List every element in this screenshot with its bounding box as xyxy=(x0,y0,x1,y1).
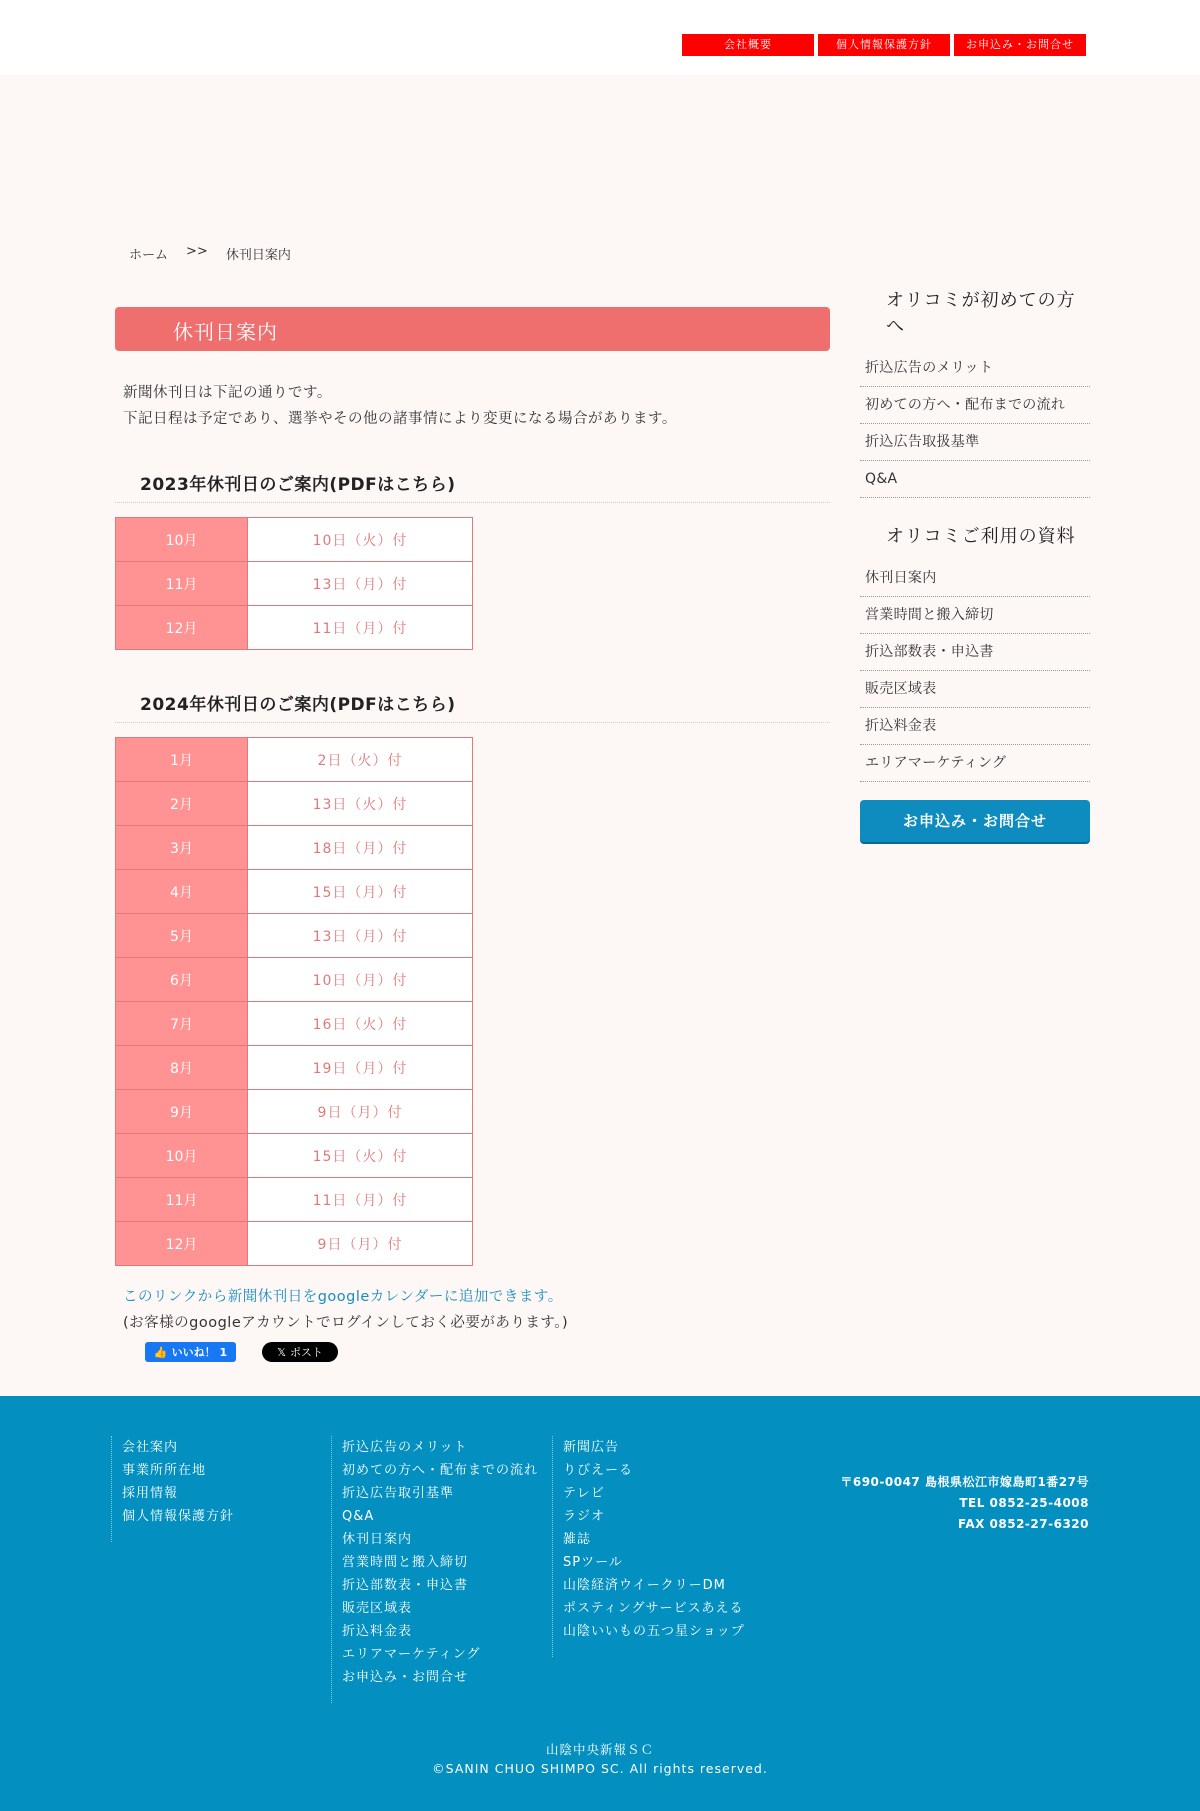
holiday-table-2024 xyxy=(115,737,473,1266)
section-2023-heading[interactable]: 2023年休刊日のご案内(PDFはこちら) xyxy=(115,470,830,503)
month-cell: 3月 xyxy=(116,826,248,870)
footer-column-company xyxy=(111,1436,234,1542)
table-row xyxy=(116,826,473,870)
month-cell: 11月 xyxy=(116,562,248,606)
sidebar-link[interactable]: 折込料金表 xyxy=(860,708,1090,745)
table-row xyxy=(116,1134,473,1178)
footer-link[interactable]: 会社案内 xyxy=(122,1440,179,1455)
footer-link[interactable]: 初めての方へ・配布までの流れ xyxy=(342,1463,539,1478)
footer-column-orikomi xyxy=(331,1436,538,1703)
holiday-date-cell: 10日（火）付 xyxy=(248,518,473,562)
footer-link[interactable]: 折込部数表・申込書 xyxy=(342,1578,469,1593)
holiday-date-cell: 13日（月）付 xyxy=(248,562,473,606)
like-label: いいね！ 1 xyxy=(171,1346,228,1359)
breadcrumb-current: 休刊日案内 xyxy=(225,248,291,263)
footer-link[interactable]: 事業所所在地 xyxy=(122,1463,207,1478)
address-line: 〒690-0047 島根県松江市嫁島町1番27号 xyxy=(840,1475,1089,1489)
holiday-table-2023 xyxy=(115,517,473,650)
breadcrumb-home[interactable]: ホーム xyxy=(129,248,169,263)
sidebar-link[interactable]: 初めての方へ・配布までの流れ xyxy=(860,387,1090,424)
table-row xyxy=(116,870,473,914)
header-bar xyxy=(0,0,1200,75)
sidebar xyxy=(860,286,1090,842)
footer-link[interactable]: 採用情報 xyxy=(122,1486,179,1501)
table-row xyxy=(116,1046,473,1090)
footer-link[interactable]: SPツール xyxy=(563,1555,623,1570)
table-row xyxy=(116,738,473,782)
table-row xyxy=(116,1222,473,1266)
footer-link[interactable]: テレビ xyxy=(563,1486,605,1501)
footer-link[interactable]: 営業時間と搬入締切 xyxy=(342,1555,469,1570)
table-row xyxy=(116,606,473,650)
sidebar-link[interactable]: 営業時間と搬入締切 xyxy=(860,597,1090,634)
holiday-date-cell: 16日（火）付 xyxy=(248,1002,473,1046)
month-cell: 7月 xyxy=(116,1002,248,1046)
social-buttons xyxy=(145,1342,338,1362)
page-title: 休刊日案内 xyxy=(115,307,830,351)
month-cell: 9月 xyxy=(116,1090,248,1134)
holiday-date-cell: 19日（月）付 xyxy=(248,1046,473,1090)
footer-address xyxy=(840,1472,1089,1535)
tel-line: TEL 0852-25-4008 xyxy=(959,1496,1089,1510)
intro-line-2: 下記日程は予定であり、選挙やその他の諸事情により変更になる場合があります。 xyxy=(123,411,677,427)
sidebar-link[interactable]: エリアマーケティング xyxy=(860,745,1090,782)
footer-link[interactable]: 折込広告のメリット xyxy=(342,1440,468,1455)
sidebar-link[interactable]: 折込部数表・申込書 xyxy=(860,634,1090,671)
month-cell: 6月 xyxy=(116,958,248,1002)
holiday-date-cell: 18日（月）付 xyxy=(248,826,473,870)
sidebar-contact-button[interactable]: お申込み・お問合せ xyxy=(860,800,1090,842)
month-cell: 12月 xyxy=(116,1222,248,1266)
footer-link[interactable]: 山陰経済ウイークリーDM xyxy=(563,1578,726,1593)
holiday-date-cell: 9日（月）付 xyxy=(248,1222,473,1266)
month-cell: 8月 xyxy=(116,1046,248,1090)
month-cell: 1月 xyxy=(116,738,248,782)
footer-link[interactable]: 雑誌 xyxy=(563,1532,592,1547)
sidebar-heading-materials: オリコミご利用の資料 xyxy=(886,526,1076,547)
intro-text xyxy=(115,380,830,432)
footer-link[interactable]: 新聞広告 xyxy=(563,1440,620,1455)
copyright-text: ©SANIN CHUO SHIMPO SC. All rights reserved. xyxy=(432,1761,768,1776)
section-2024-heading[interactable]: 2024年休刊日のご案内(PDFはこちら) xyxy=(115,690,830,723)
holiday-date-cell: 9日（月）付 xyxy=(248,1090,473,1134)
table-row xyxy=(116,1178,473,1222)
nav-company-overview[interactable]: 会社概要 xyxy=(682,34,814,56)
footer-link[interactable]: 折込広告取引基準 xyxy=(342,1486,455,1501)
footer-link[interactable]: お申込み・お問合せ xyxy=(342,1670,469,1685)
table-row xyxy=(116,1002,473,1046)
table-row xyxy=(116,1090,473,1134)
table-row xyxy=(116,958,473,1002)
month-cell: 10月 xyxy=(116,1134,248,1178)
sidebar-link[interactable]: Q&A xyxy=(860,461,1090,498)
footer-link[interactable]: 休刊日案内 xyxy=(342,1532,413,1547)
holiday-date-cell: 13日（火）付 xyxy=(248,782,473,826)
month-cell: 10月 xyxy=(116,518,248,562)
footer-link[interactable]: ラジオ xyxy=(563,1509,606,1524)
fax-line: FAX 0852-27-6320 xyxy=(958,1517,1089,1531)
holiday-date-cell: 11日（月）付 xyxy=(248,606,473,650)
footer-link[interactable]: Q&A xyxy=(342,1509,375,1524)
holiday-date-cell: 2日（火）付 xyxy=(248,738,473,782)
sidebar-link[interactable]: 折込広告のメリット xyxy=(860,350,1090,387)
holiday-date-cell: 11日（月）付 xyxy=(248,1178,473,1222)
thumbs-up-icon: 👍 xyxy=(153,1345,168,1359)
sidebar-heading-beginners: オリコミが初めての方へ xyxy=(886,290,1076,337)
holiday-date-cell: 15日（月）付 xyxy=(248,870,473,914)
footer xyxy=(0,1396,1200,1811)
table-row xyxy=(116,562,473,606)
month-cell: 11月 xyxy=(116,1178,248,1222)
breadcrumb-separator: >> xyxy=(186,244,208,259)
footer-link[interactable]: 山陰いいもの五つ星ショップ xyxy=(563,1624,745,1639)
company-name: 山陰中央新報ＳＣ xyxy=(545,1742,654,1757)
sidebar-link[interactable]: 折込広告取扱基準 xyxy=(860,424,1090,461)
month-cell: 12月 xyxy=(116,606,248,650)
x-logo-icon: 𝕏 xyxy=(277,1345,286,1359)
footer-link[interactable]: ポスティングサービスあえる xyxy=(563,1601,744,1616)
x-post-button[interactable] xyxy=(262,1342,338,1362)
footer-link[interactable]: エリアマーケティング xyxy=(342,1647,481,1662)
main-content xyxy=(115,307,830,1336)
sidebar-link[interactable]: 休刊日案内 xyxy=(860,560,1090,597)
table-row xyxy=(116,518,473,562)
nav-contact[interactable]: お申込み・お問合せ xyxy=(954,34,1086,56)
table-row xyxy=(116,782,473,826)
google-calendar-note: (お客様のgoogleアカウントでログインしておく必要があります。) xyxy=(123,1315,569,1331)
post-label: ポスト xyxy=(289,1346,323,1359)
footer-link[interactable]: 折込料金表 xyxy=(342,1624,413,1639)
top-nav xyxy=(682,34,1086,56)
breadcrumb xyxy=(129,244,291,263)
month-cell: 2月 xyxy=(116,782,248,826)
holiday-date-cell: 10日（月）付 xyxy=(248,958,473,1002)
intro-line-1: 新聞休刊日は下記の通りです。 xyxy=(123,385,332,401)
table-row xyxy=(116,914,473,958)
month-cell: 4月 xyxy=(116,870,248,914)
facebook-like-button[interactable] xyxy=(145,1342,236,1362)
footer-link[interactable]: 販売区域表 xyxy=(342,1601,413,1616)
footer-column-media xyxy=(552,1436,745,1657)
google-calendar-link[interactable]: このリンクから新聞休刊日をgoogleカレンダーに追加できます。 xyxy=(123,1289,563,1305)
holiday-date-cell: 15日（火）付 xyxy=(248,1134,473,1178)
sidebar-link[interactable]: 販売区域表 xyxy=(860,671,1090,708)
month-cell: 5月 xyxy=(116,914,248,958)
holiday-date-cell: 13日（月）付 xyxy=(248,914,473,958)
footer-link[interactable]: りびえーる xyxy=(563,1463,634,1478)
google-calendar-info xyxy=(115,1284,830,1336)
footer-link[interactable]: 個人情報保護方針 xyxy=(122,1509,235,1524)
nav-privacy-policy[interactable]: 個人情報保護方針 xyxy=(818,34,950,56)
footer-copyright xyxy=(0,1740,1200,1778)
